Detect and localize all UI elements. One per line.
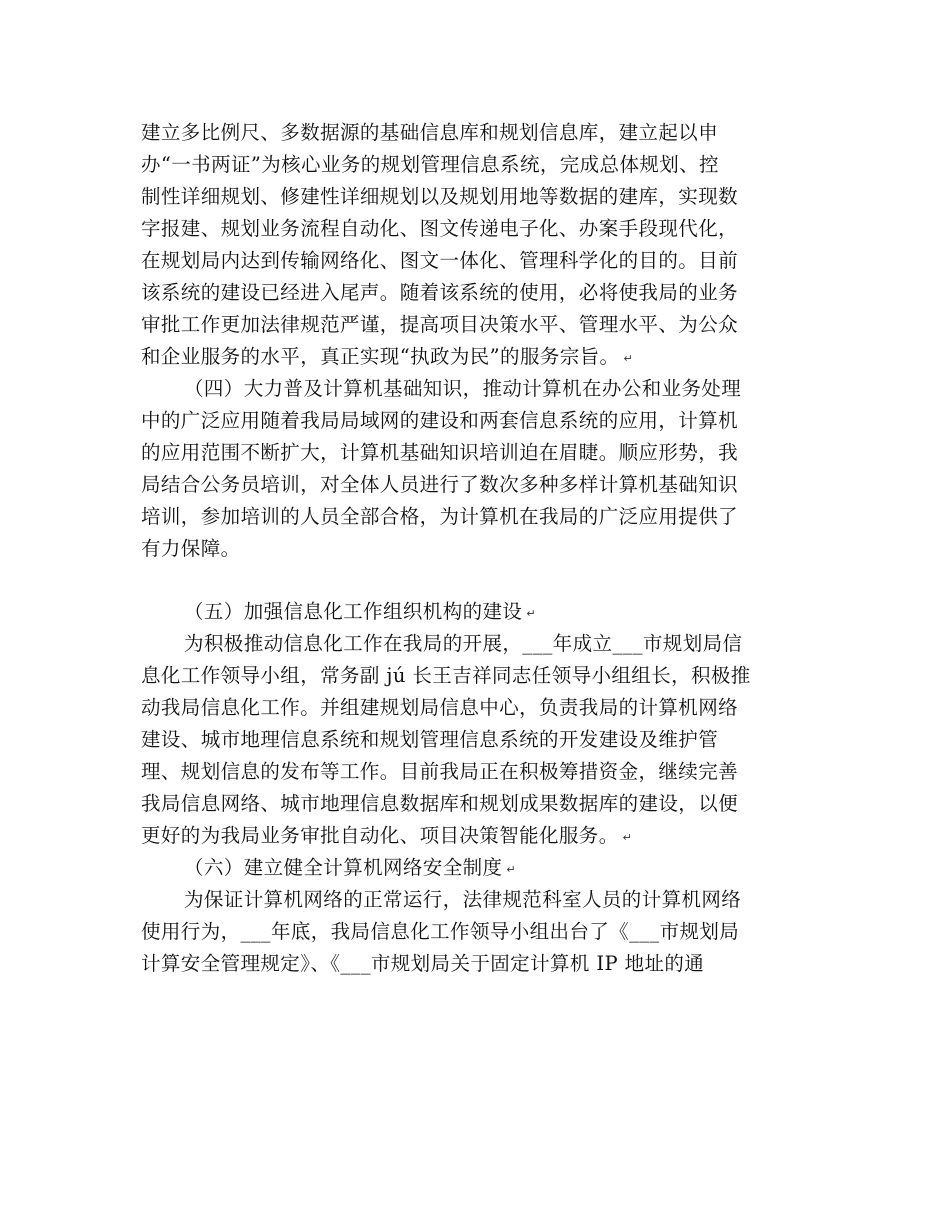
- text-line: 我局信息网络、城市地理信息数据库和规划成果数据库的建设，以便: [141, 792, 739, 815]
- text-line: 局结合公务员培训，对全体人员进行了数次多种多样计算机基础知识: [141, 473, 739, 496]
- text-line: 建设、城市地理信息系统和规划管理信息系统的开发建设及维护管: [141, 728, 719, 751]
- text-line: 该系统的建设已经进入尾声。随着该系统的使用，必将使我局的业务: [141, 281, 739, 304]
- text-line: 为积极推动信息化工作在我局的开展，___年成立___市规划局信: [184, 632, 743, 655]
- text-line: 建立多比例尺、多数据源的基础信息库和规划信息库，建立起以申: [141, 121, 719, 144]
- text-line: 有力保障。: [141, 537, 241, 560]
- text-line: 的应用范围不断扩大，计算机基础知识培训迫在眉睫。顺应形势，我: [141, 441, 739, 464]
- heading-text: （六）建立健全计算机网络安全制度: [184, 856, 503, 879]
- text-line: 为保证计算机网络的正常运行，法律规范科室人员的计算机网络: [184, 888, 742, 911]
- section-heading-5: [184, 600, 536, 626]
- paragraph-end-line: [141, 345, 633, 371]
- text-line: 使用行为，___年底，我局信息化工作领导小组出台了《___市规划局: [141, 920, 740, 943]
- paragraph-mark-icon: ↵: [622, 831, 633, 844]
- text-line: 中的广泛应用随着我局局域网的建设和两套信息系统的应用，计算机: [141, 409, 739, 432]
- text-line: 和企业服务的水平，真正实现“执政为民”的服务宗旨。: [141, 345, 620, 368]
- text-line: 息化工作领导小组，常务副 jú 长王吉祥同志任领导小组组长，积极推: [141, 664, 751, 687]
- paragraph-mark-icon: ↵: [623, 352, 634, 365]
- section-heading-6: [184, 856, 516, 882]
- text-line: 在规划局内达到传输网络化、图文一体化、管理科学化的目的。目前: [141, 249, 739, 272]
- text-line: 培训，参加培训的人员全部合格，为计算机在我局的广泛应用提供了: [141, 505, 739, 528]
- text-line: 理、规划信息的发布等工作。目前我局正在积极筹措资金，继续完善: [141, 760, 739, 783]
- paragraph-mark-icon: ↵: [506, 863, 517, 876]
- text-line: 审批工作更加法律规范严谨，提高项目决策水平、管理水平、为公众: [141, 313, 739, 336]
- heading-text: （五）加强信息化工作组织机构的建设: [184, 600, 523, 623]
- text-line: 动我局信息化工作。并组建规划局信息中心，负责我局的计算机网络: [141, 696, 739, 719]
- text-line: 制性详细规划、修建性详细规划以及规划用地等数据的建库，实现数: [141, 185, 739, 208]
- paragraph-mark-icon: ↵: [526, 607, 536, 620]
- section-heading-4: （四）大力普及计算机基础知识，推动计算机在办公和业务处理: [184, 377, 742, 400]
- text-line: 计算安全管理规定》、《___市规划局关于固定计算机 IP 地址的通: [141, 952, 705, 975]
- text-line: 更好的为我局业务审批自动化、项目决策智能化服务。: [141, 824, 619, 847]
- text-line: 字报建、规划业务流程自动化、图文传递电子化、办案手段现代化，: [141, 217, 739, 240]
- text-line: 办“一书两证”为核心业务的规划管理信息系统，完成总体规划、控: [141, 153, 719, 176]
- paragraph-end-line: [141, 824, 632, 850]
